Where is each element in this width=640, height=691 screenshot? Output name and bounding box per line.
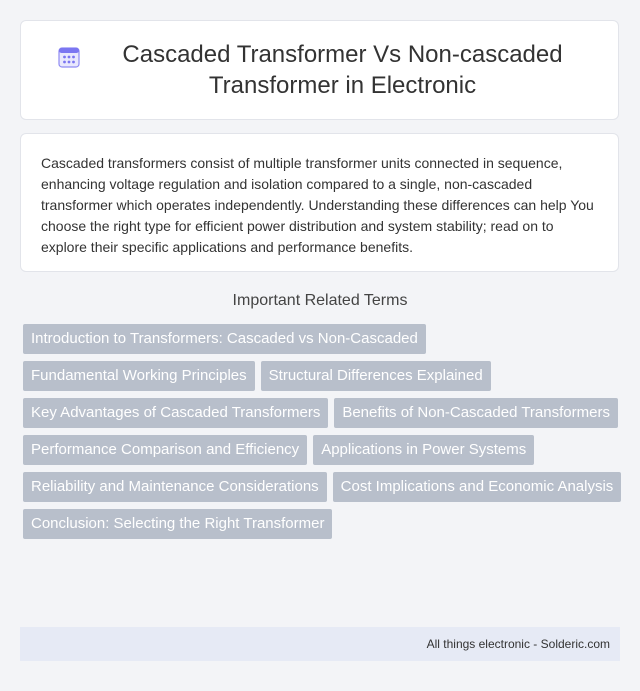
term-tag[interactable]: Performance Comparison and Efficiency xyxy=(23,435,307,465)
term-tag[interactable]: Reliability and Maintenance Considerations xyxy=(23,472,327,502)
term-tag[interactable]: Applications in Power Systems xyxy=(313,435,534,465)
term-tag[interactable]: Introduction to Transformers: Cascaded vs Non-Cascaded xyxy=(23,324,426,354)
footer xyxy=(20,627,620,661)
term-tag[interactable]: Fundamental Working Principles xyxy=(23,361,255,391)
intro-card xyxy=(20,133,619,272)
term-tag[interactable]: Key Advantages of Cascaded Transformers xyxy=(23,398,328,428)
term-tag[interactable]: Cost Implications and Economic Analysis xyxy=(333,472,622,502)
intro-text: Cascaded transformers consist of multiple transformer units connected in sequence, enhancing voltage regulation and isolation compared to a single, non-cascaded transformer which operates independently. Understanding these differences can help You choose the right type for efficient power distribution and system stability; read on to explore their specific applications and performance benefits. xyxy=(41,155,594,255)
title-wrap xyxy=(57,39,583,101)
page-title: Cascaded Transformer Vs Non-cascaded Transformer in Electronic xyxy=(122,41,563,99)
term-tag[interactable]: Conclusion: Selecting the Right Transformer xyxy=(23,509,332,539)
title-card xyxy=(20,20,619,120)
footer-text: All things electronic - Solderic.com xyxy=(426,637,610,651)
term-tag[interactable]: Structural Differences Explained xyxy=(261,361,491,391)
calendar-icon xyxy=(57,45,81,69)
related-terms-heading: Important Related Terms xyxy=(232,292,408,309)
term-tag[interactable]: Benefits of Non-Cascaded Transformers xyxy=(334,398,618,428)
related-terms-list xyxy=(23,324,623,539)
